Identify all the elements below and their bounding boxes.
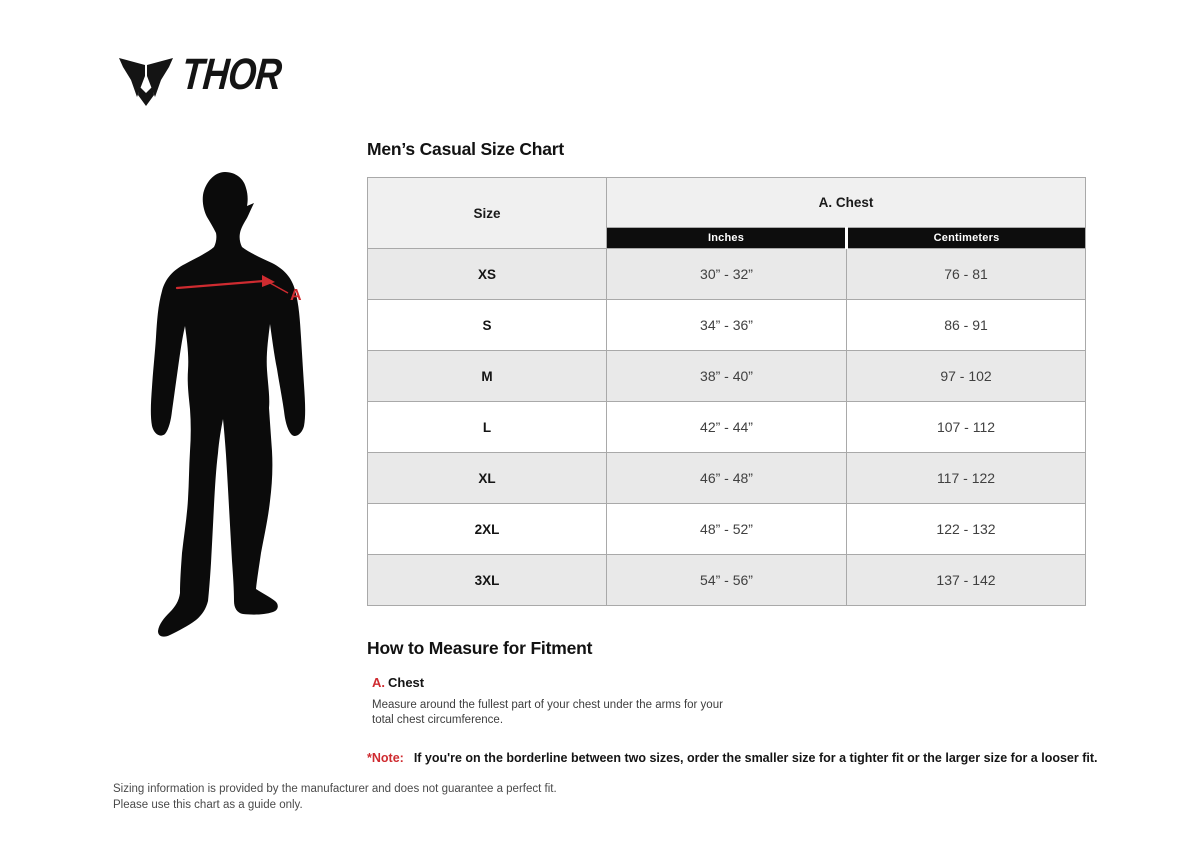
chest-inches-value: 46” - 48” [607, 453, 847, 504]
size-chart-title: Men’s Casual Size Chart [367, 139, 565, 159]
size-label: 2XL [368, 504, 607, 555]
chest-inches-value: 48” - 52” [607, 504, 847, 555]
column-header-chest-group: A. Chest [607, 178, 1086, 228]
chest-inches-value: 54” - 56” [607, 555, 847, 606]
size-label: S [368, 300, 607, 351]
chest-cm-value: 107 - 112 [847, 402, 1086, 453]
table-row [368, 249, 1086, 300]
chest-cm-value: 117 - 122 [847, 453, 1086, 504]
measurement-instructions [372, 674, 724, 728]
size-label: XL [368, 453, 607, 504]
table-row [368, 555, 1086, 606]
column-header-inches: Inches [607, 228, 847, 249]
chest-inches-value: 30” - 32” [607, 249, 847, 300]
male-silhouette-figure [143, 170, 308, 642]
table-row [368, 453, 1086, 504]
chest-inches-value: 38” - 40” [607, 351, 847, 402]
table-row [368, 504, 1086, 555]
size-label: 3XL [368, 555, 607, 606]
measurement-name: Chest [388, 675, 425, 690]
disclaimer-line-1: Sizing information is provided by the manufacturer and does not guarantee a perfect fit. [113, 783, 557, 795]
chest-cm-value: 97 - 102 [847, 351, 1086, 402]
chest-inches-value: 42” - 44” [607, 402, 847, 453]
size-label: M [368, 351, 607, 402]
how-to-measure-title: How to Measure for Fitment [367, 638, 593, 658]
measurement-description: Measure around the fullest part of your chest under the arms for your total chest circumference. [372, 699, 723, 727]
chest-inches-value: 34” - 36” [607, 300, 847, 351]
sizing-note [367, 751, 1098, 765]
measurement-heading [372, 674, 724, 692]
chest-cm-value: 137 - 142 [847, 555, 1086, 606]
size-chart-table [367, 177, 1086, 606]
chest-cm-value: 76 - 81 [847, 249, 1086, 300]
chest-cm-value: 122 - 132 [847, 504, 1086, 555]
table-row [368, 402, 1086, 453]
male-silhouette [151, 172, 305, 637]
table-row [368, 300, 1086, 351]
note-text: If you're on the borderline between two sizes, order the smaller size for a tighter fit or the larger size for a looser fit. [413, 751, 1098, 765]
size-label: L [368, 402, 607, 453]
measurement-letter-a: A [290, 287, 302, 304]
disclaimer-line-2: Please use this chart as a guide only. [113, 798, 303, 811]
chest-cm-value: 86 - 91 [847, 300, 1086, 351]
note-label: *Note: [367, 751, 404, 765]
column-header-centimeters: Centimeters [847, 228, 1086, 249]
column-header-size: Size [368, 178, 607, 249]
thor-horns-icon [118, 56, 174, 106]
brand-name: THOR [179, 50, 283, 99]
measurement-letter: A. [372, 675, 385, 690]
table-row [368, 351, 1086, 402]
disclaimer [113, 782, 557, 813]
size-label: XS [368, 249, 607, 300]
